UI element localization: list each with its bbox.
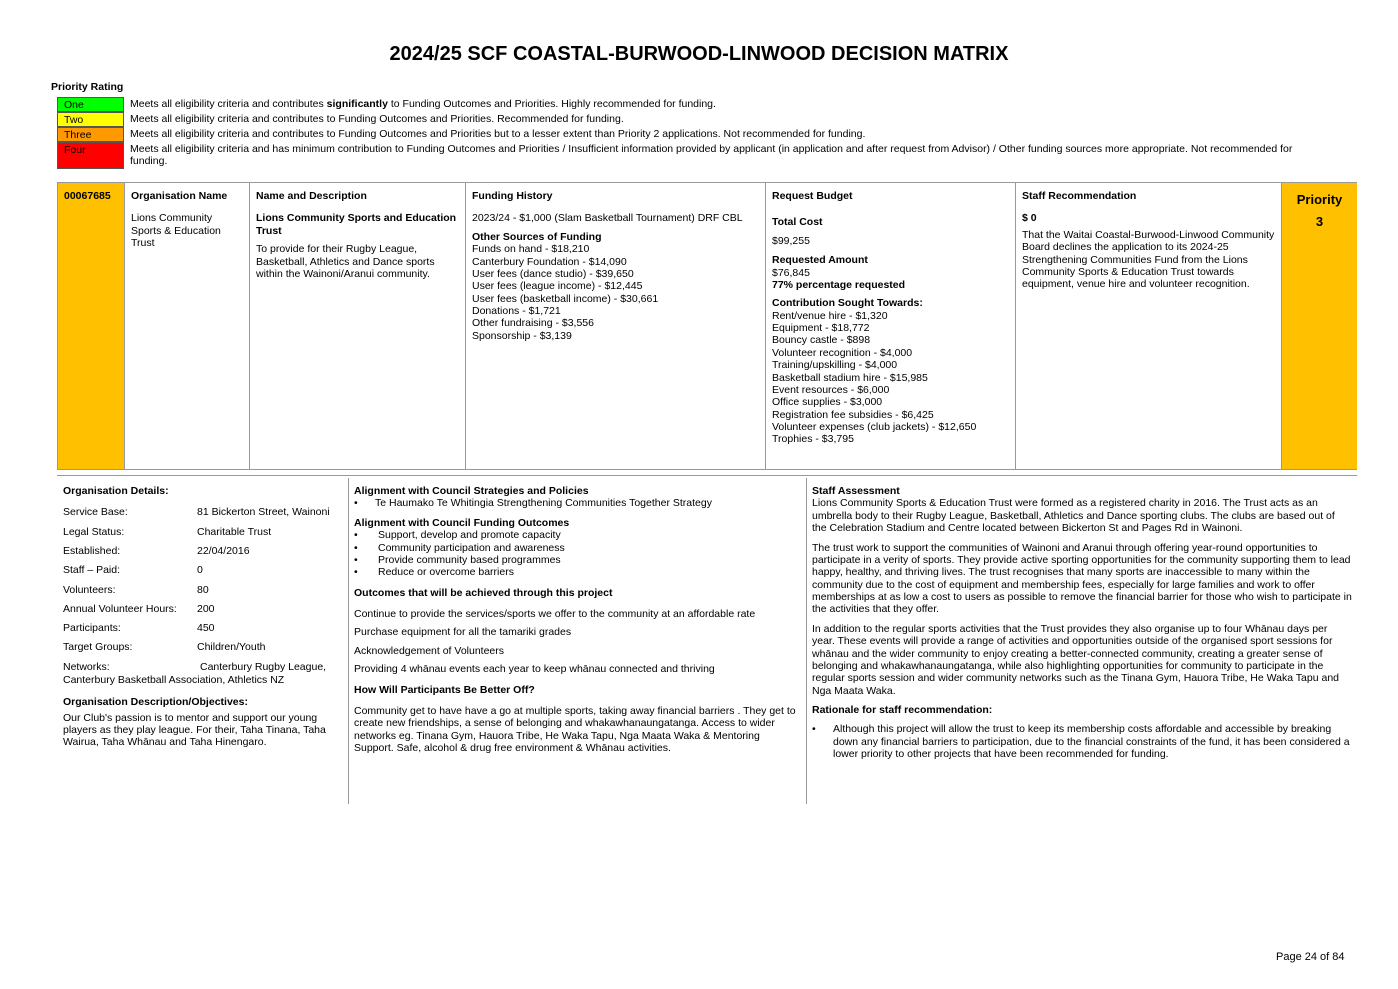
budget-cell [766, 183, 1016, 469]
requested-amount-label: Requested Amount [772, 254, 868, 267]
list-item: User fees (dance studio) - $39,650 [472, 267, 634, 280]
funding-cell [466, 183, 766, 469]
other-sources-label: Other Sources of Funding [472, 230, 602, 243]
list-item: Sponsorship - $3,139 [472, 329, 572, 342]
application-table [57, 182, 1357, 470]
application-id: 00067685 [64, 190, 111, 202]
staff-recommendation-amount: $ 0 [1022, 212, 1037, 225]
assessment-paragraph: The trust work to support the communities of Wainoni and Aranui through offering year-round opportunities to participate in a verity of sports. They provide active sporting opportunities for the community supporting them to lead happy, healthy, and thriving lives. The trust recognises that many sports are inaccessible to many within the community due to the cost of equipment and membership fees, especially for large families and work to offer memberships at as low a cost to users as possible to remove the financial barrier for those who wish to participate in the activities that they offer. [812, 541, 1352, 616]
org-name-header: Organisation Name [131, 190, 228, 202]
funding-header: Funding History [472, 190, 553, 202]
list-item: Trophies - $3,795 [772, 433, 854, 446]
project-outcomes-header: Outcomes that will be achieved through this project [354, 586, 613, 599]
divider [57, 475, 1357, 476]
priority-desc-three: Meets all eligibility criteria and contributes to Funding Outcomes and Priorities but to a lesser extent than Priority 2 applications. Not recommended for funding. [130, 128, 866, 140]
list-item: Equipment - $18,772 [772, 322, 870, 334]
strategies-list [354, 497, 799, 509]
requested-amount: $76,845 [772, 266, 810, 279]
list-item: • Support, develop and promote capacity [354, 529, 799, 541]
detail-row: Service Base: 81 Bickerton Street, Wainoni [63, 506, 330, 519]
priority-desc-one: Meets all eligibility criteria and contributes significantly to Funding Outcomes and Priorities. Highly recommended for funding. [130, 98, 716, 110]
divider [348, 478, 349, 804]
list-item: Donations - $1,721 [472, 305, 561, 317]
other-sources-list [472, 243, 759, 342]
list-item: • Reduce or overcome barriers [354, 566, 799, 578]
total-cost-label: Total Cost [772, 216, 823, 229]
list-item: Rent/venue hire - $1,320 [772, 309, 888, 322]
assessment-paragraph: Lions Community Sports & Education Trust were formed as a registered charity in 2016. The Trust acts as an umbrella body to their Rugby League, Basketball, Athletics and Dance sporting clubs. The clubs are based out of the Celebration Stadium and Centre located between Bickerton St and Pages Rd in Wainoni. [812, 497, 1335, 535]
list-item: • Although this project will allow the trust to keep its membership costs affordable and accessible by breaking down any financial barriers to participation, due to the financial constraints of the fund, it has been considered a lower priority to other projects that have been recommended for funding. [812, 723, 1352, 760]
list-item: Providing 4 whānau events each year to keep whānau connected and thriving [354, 663, 715, 676]
alignment-section [354, 485, 799, 754]
list-item: • Provide community based programmes [354, 554, 799, 566]
staff-assessment-header: Staff Assessment [812, 485, 900, 497]
budget-header: Request Budget [772, 190, 853, 202]
outcomes-list [354, 529, 799, 579]
org-description: Our Club's passion is to mentor and support our young players as they play league. For their, Taha Tinana, Taha Wairua, Taha Whānau and Taha Hinengaro. [63, 711, 326, 749]
priority-desc-two: Meets all eligibility criteria and contributes to Funding Outcomes and Priorities. Recommended for funding. [130, 113, 624, 125]
priority-swatch-three: Three [57, 127, 124, 142]
funding-history: 2023/24 - $1,000 (Slam Basketball Tournament) DRF CBL [472, 212, 743, 225]
list-item: User fees (league income) - $12,445 [472, 280, 643, 293]
priority-value: 3 [1315, 214, 1324, 230]
list-item: Registration fee subsidies - $6,425 [772, 408, 934, 421]
staff-assessment-section [812, 485, 1352, 761]
percentage-requested: 77% percentage requested [772, 278, 906, 291]
list-item: Canterbury Foundation - $14,090 [472, 255, 627, 268]
list-item: Basketball stadium hire - $15,985 [772, 371, 928, 384]
detail-row: Target Groups: Children/Youth [63, 641, 266, 654]
priority-header: Priority [1296, 192, 1343, 207]
staff-recommendation-header: Staff Recommendation [1022, 190, 1137, 202]
priority-rating-label: Priority Rating [51, 81, 124, 93]
detail-row: Established: 22/04/2016 [63, 544, 250, 557]
contribution-label: Contribution Sought Towards: [772, 297, 923, 310]
list-item: Bouncy castle - $898 [772, 334, 871, 347]
list-item: Volunteer recognition - $4,000 [772, 346, 913, 359]
detail-row: Legal Status: Charitable Trust [63, 525, 272, 538]
list-item: Volunteer expenses (club jackets) - $12,650 [772, 421, 977, 433]
staff-recommendation-text: That the Waitai Coastal-Burwood-Linwood Community Board declines the application to its 2024-25 Strengthening Communities Fund from the Lions Community Sports & Education Trust towards equipment, venue hire and volunteer recognition. [1022, 228, 1275, 291]
application-id-cell [58, 183, 125, 469]
better-off-header: How Will Participants Be Better Off? [354, 683, 535, 696]
org-name: Lions Community Sports & Education Trust [131, 212, 221, 250]
page-number: Page 24 of 84 [1276, 951, 1345, 963]
detail-row-networks: Networks: Canterbury Rugby League, [63, 660, 327, 673]
priority-cell [1282, 183, 1357, 469]
detail-row: Staff – Paid: 0 [63, 564, 203, 577]
list-item: • Community participation and awareness [354, 542, 799, 554]
project-description: To provide for their Rugby League, Basketball, Athletics and Dance sports within the Wainoni/Aranui community. [256, 243, 435, 280]
project-name: Lions Community Sports and Education Trust [256, 212, 457, 237]
priority-swatch-two: Two [57, 112, 124, 127]
list-item: Continue to provide the services/sports we offer to the community at an affordable rate [354, 608, 756, 620]
list-item: Funds on hand - $18,210 [472, 243, 590, 256]
organisation-details [63, 485, 343, 749]
better-off-text: Community get to have have a go at multiple sports, taking away financial barriers . They get to create new friendships, a sense of belonging and whakawhanaungatanga. Access to wider networks eg. Tinana Gym, Hauora Tribe, He Waka Tapu, Nga Maata Waka & Mentoring Support. Safe, alcohol & drug free environment & Whānau activities. [354, 704, 796, 754]
priority-desc-four: Meets all eligibility criteria and has minimum contribution to Funding Outcomes and Priorities / Insufficient information provided by applicant (in application and after request from Advisor) / Other funding sources more appropriate. Not recommended for funding. [130, 143, 1293, 168]
list-item: Other fundraising - $3,556 [472, 317, 594, 330]
list-item: • Te Haumako Te Whitingia Strengthening Communities Together Strategy [354, 497, 799, 509]
list-item: Event resources - $6,000 [772, 383, 890, 396]
assessment-paragraph: In addition to the regular sports activities that the Trust provides they also organise up to four Whānau days per year. These events will provide a range of activities and opportunities outside of the organised sport sessions for whānau and the wider community to enjoy creating a better-connected community, creating a greater sense of belonging and whakawhanaungatanga, while also highlighting opportunities for community to participate in the regular sports session and wider community networks such as the Tinana Gym, Hauora Tribe, He Waka Tapu and Nga Maata Waka. [812, 622, 1339, 697]
detail-row: Volunteers: 80 [63, 583, 209, 596]
networks-continued: Canterbury Basketball Association, Athletics NZ [63, 673, 285, 686]
rationale-header: Rationale for staff recommendation: [812, 704, 993, 716]
list-item: Training/upskilling - $4,000 [772, 359, 898, 372]
list-item: Office supplies - $3,000 [772, 396, 883, 409]
total-cost: $99,255 [772, 234, 810, 247]
outcomes-header: Alignment with Council Funding Outcomes [354, 516, 570, 529]
rationale-list [812, 723, 1352, 760]
org-name-cell [125, 183, 250, 469]
list-item: User fees (basketball income) - $30,661 [472, 292, 659, 305]
org-details-header: Organisation Details: [63, 485, 169, 497]
project-header: Name and Description [256, 190, 367, 202]
priority-swatch-one: One [57, 97, 124, 112]
page-title: 2024/25 SCF COASTAL-BURWOOD-LINWOOD DECISION MATRIX [389, 43, 1009, 65]
project-cell [250, 183, 466, 469]
org-description-header: Organisation Description/Objectives: [63, 696, 248, 709]
strategies-header: Alignment with Council Strategies and Policies [354, 485, 589, 497]
divider [806, 478, 807, 804]
contribution-list [772, 310, 1009, 446]
list-item: Acknowledgement of Volunteers [354, 644, 505, 657]
list-item: Purchase equipment for all the tamariki grades [354, 626, 572, 639]
detail-row: Annual Volunteer Hours: 200 [63, 602, 215, 615]
staff-recommendation-cell [1016, 183, 1282, 469]
detail-row: Participants: 450 [63, 622, 215, 635]
priority-swatch-four: Four [57, 142, 124, 169]
